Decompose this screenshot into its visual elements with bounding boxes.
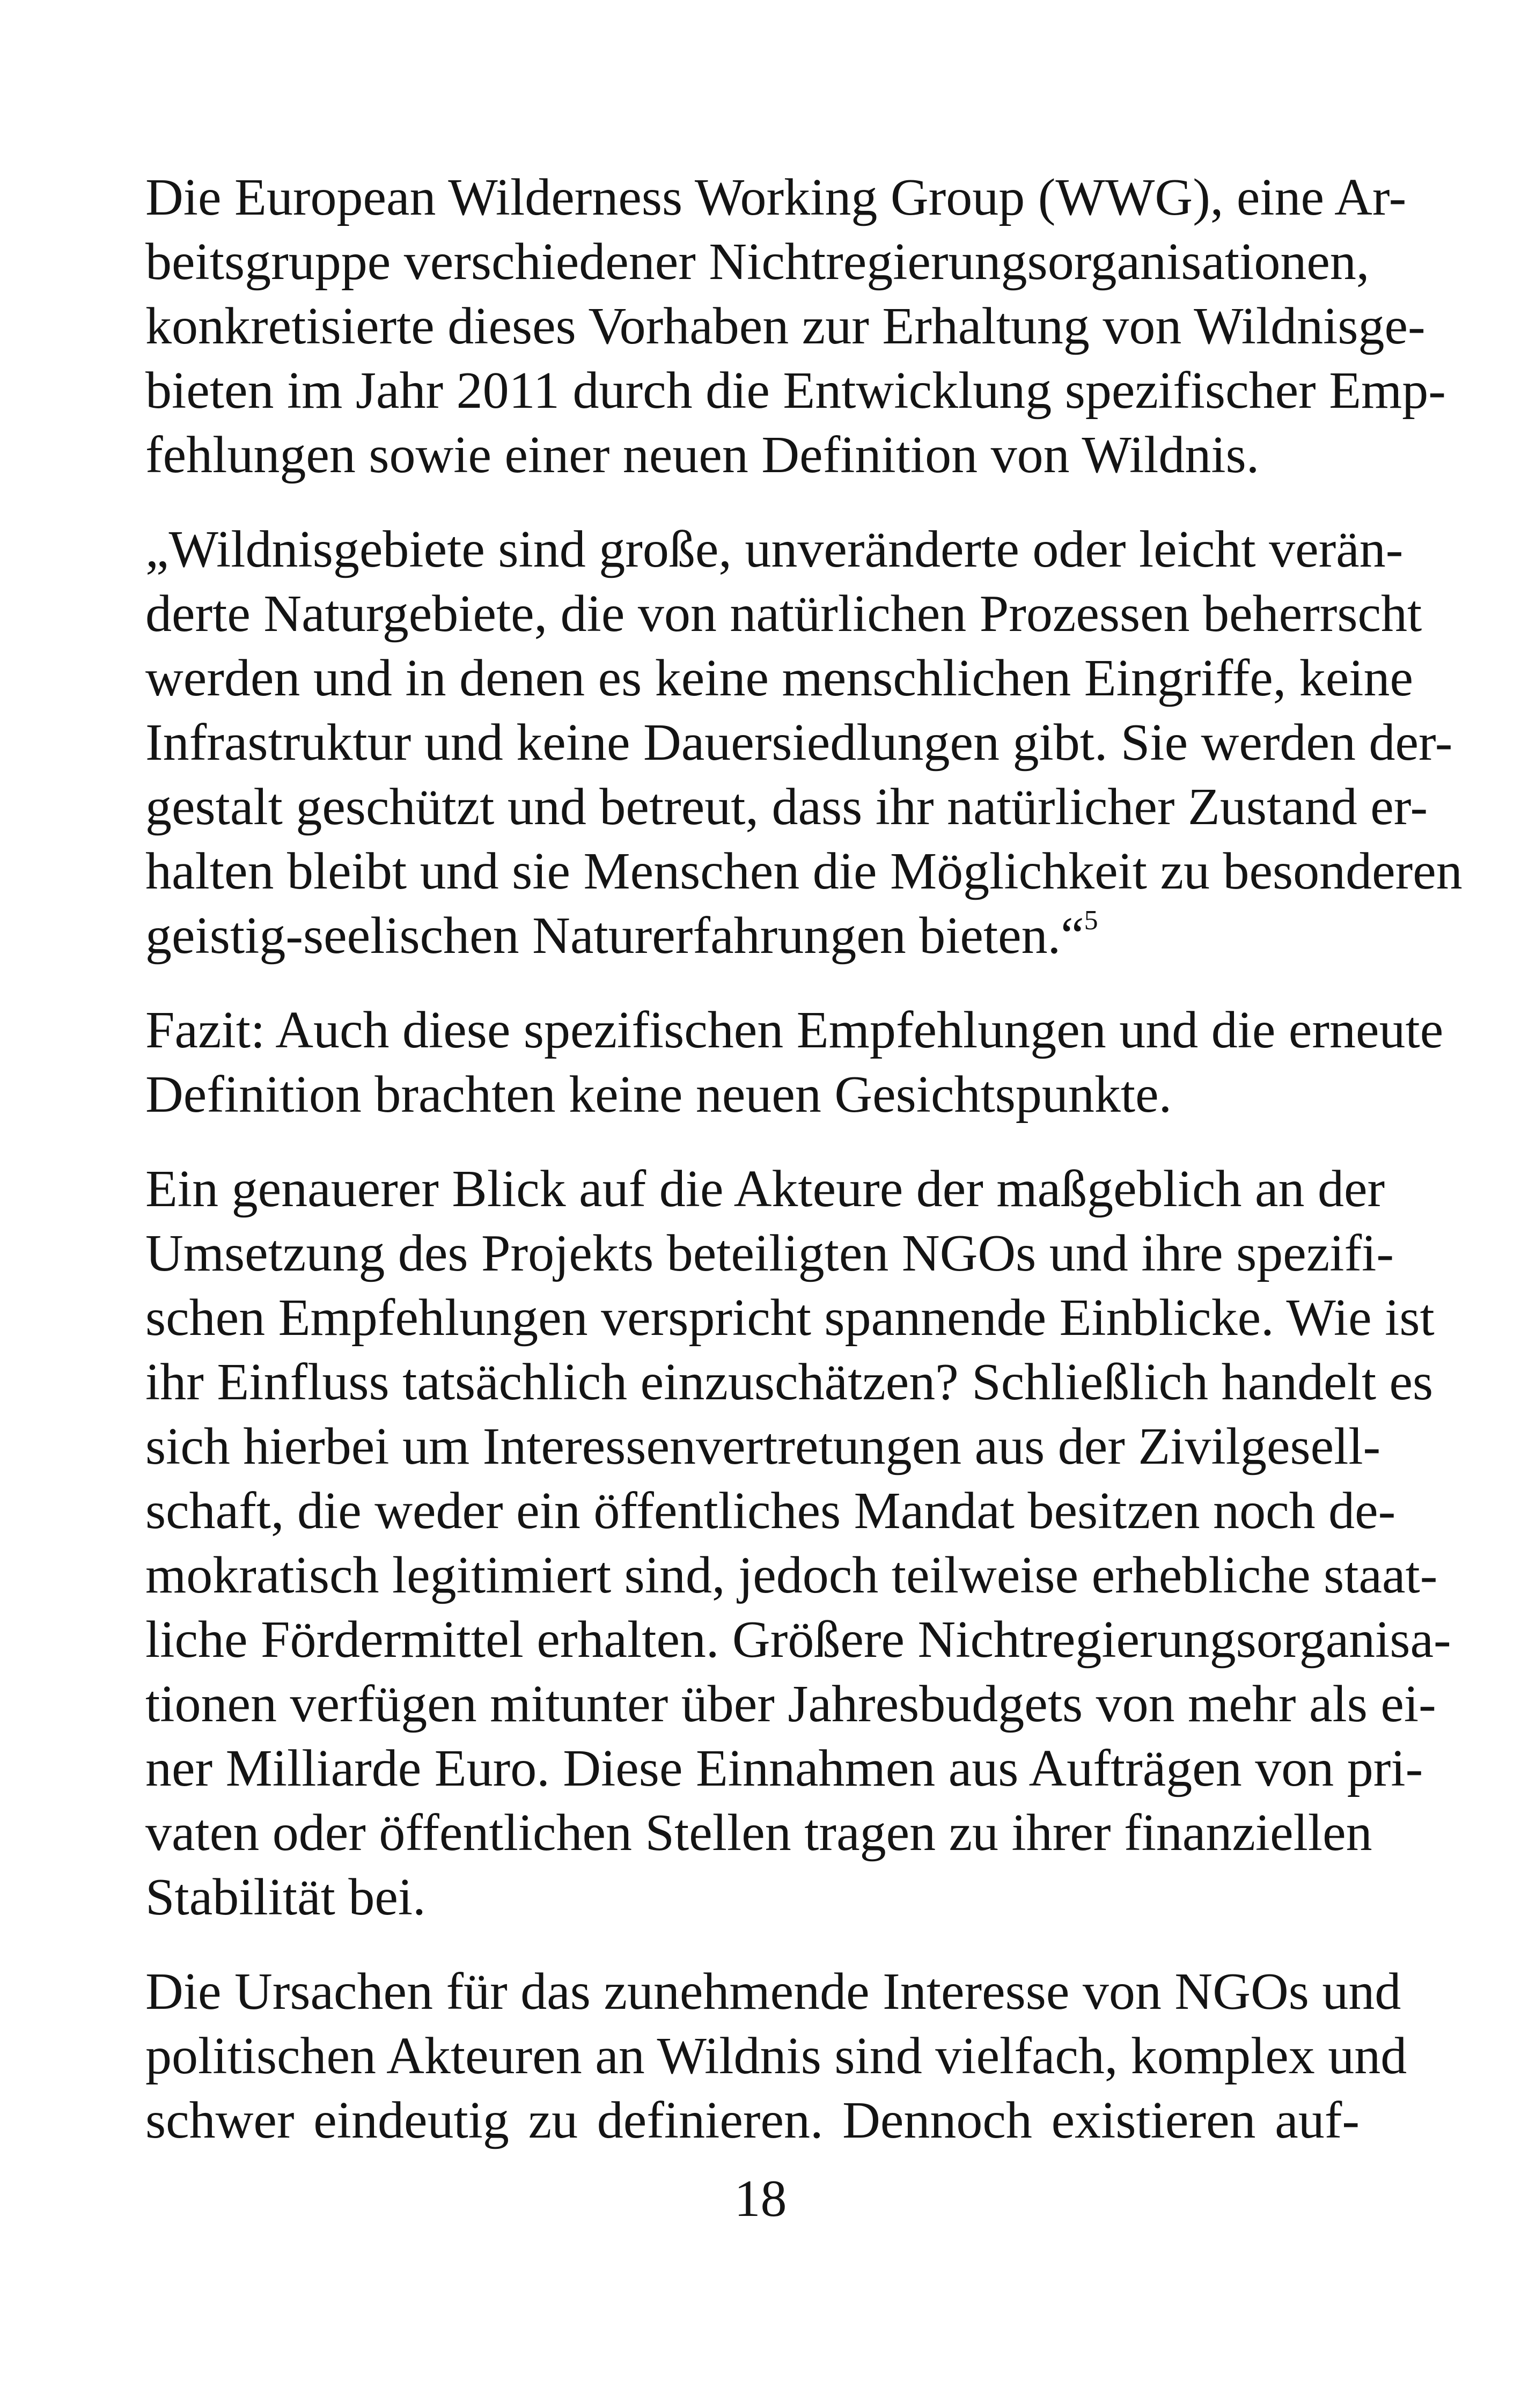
text-line: fehlungen sowie einer neuen Definition von Wildnis. [145,426,1260,484]
text-line: tionen verfügen mitunter über Jahresbudgets von mehr als ei- [145,1675,1436,1733]
text-line: vaten oder öffentlichen Stellen tragen zu ihrer finanziellen [145,1804,1372,1862]
text-line: Die Ursachen für das zunehmende Interesse von NGOs und [145,1963,1401,2021]
paragraph-wwg-intro [145,165,1446,487]
text-line: Die European Wilderness Working Group (WWG), eine Ar- [145,168,1407,226]
text-line: schwer eindeutig zu definieren. Dennoch existieren auf- [145,2091,1360,2149]
text-line: politischen Akteuren an Wildnis sind vielfach, komplex und [145,2027,1407,2085]
text-line: Umsetzung des Projekts beteiligten NGOs und ihre spezifi- [145,1224,1394,1282]
page-body [145,165,1463,2183]
text-line: schen Empfehlungen verspricht spannende Einblicke. Wie ist [145,1289,1435,1347]
text-line: liche Fördermittel erhalten. Größere Nichtregierungsorganisa- [145,1611,1451,1669]
text-line: Definition brachten keine neuen Gesichtspunkte. [145,1066,1172,1124]
text-line: ihr Einfluss tatsächlich einzuschätzen? Schließlich handelt es [145,1353,1434,1411]
text-line: konkretisierte dieses Vorhaben zur Erhaltung von Wildnisge- [145,297,1426,355]
footnote-reference: 5 [1084,905,1098,936]
page-number: 18 [734,2170,787,2228]
paragraph-wilderness-definition-quote [145,517,1463,968]
paragraph-ngo-actors [145,1157,1451,1929]
text-line: mokratisch legitimiert sind, jedoch teilweise erhebliche staat- [145,1546,1438,1604]
text-line: „Wildnisgebiete sind große, unveränderte oder leicht verän- [145,520,1404,578]
text-line: bieten im Jahr 2011 durch die Entwicklung spezifischer Emp- [145,362,1446,420]
text-line: werden und in denen es keine menschlichen Eingriffe, keine [145,649,1413,707]
text-line: ner Milliarde Euro. Diese Einnahmen aus Aufträgen von pri- [145,1739,1423,1797]
text-line: Ein genauerer Blick auf die Akteure der maßgeblich an der [145,1160,1385,1218]
text-line: halten bleibt und sie Menschen die Möglichkeit zu besonderen [145,842,1463,900]
text-line-with-footnote [145,904,1360,968]
text-line-content: geistig-seelischen Naturerfahrungen bieten.“ [145,907,1084,965]
text-line: derte Naturgebiete, die von natürlichen Prozessen beherrscht [145,585,1422,643]
text-line: Infrastruktur und keine Dauersiedlungen gibt. Sie werden der- [145,714,1453,772]
text-line: Stabilität bei. [145,1868,426,1926]
text-line: Fazit: Auch diese spezifischen Empfehlungen und die erneute [145,1001,1444,1059]
text-line: gestalt geschützt und betreut, dass ihr natürlicher Zustand er- [145,778,1428,836]
text-line: beitsgruppe verschiedener Nichtregierungsorganisationen, [145,233,1370,291]
paragraph-causes-continued [145,1959,1407,2153]
text-line: schaft, die weder ein öffentliches Mandat besitzen noch de- [145,1482,1396,1540]
paragraph-fazit [145,998,1444,1127]
text-line: sich hierbei um Interessenvertretungen aus der Zivilgesell- [145,1418,1381,1475]
